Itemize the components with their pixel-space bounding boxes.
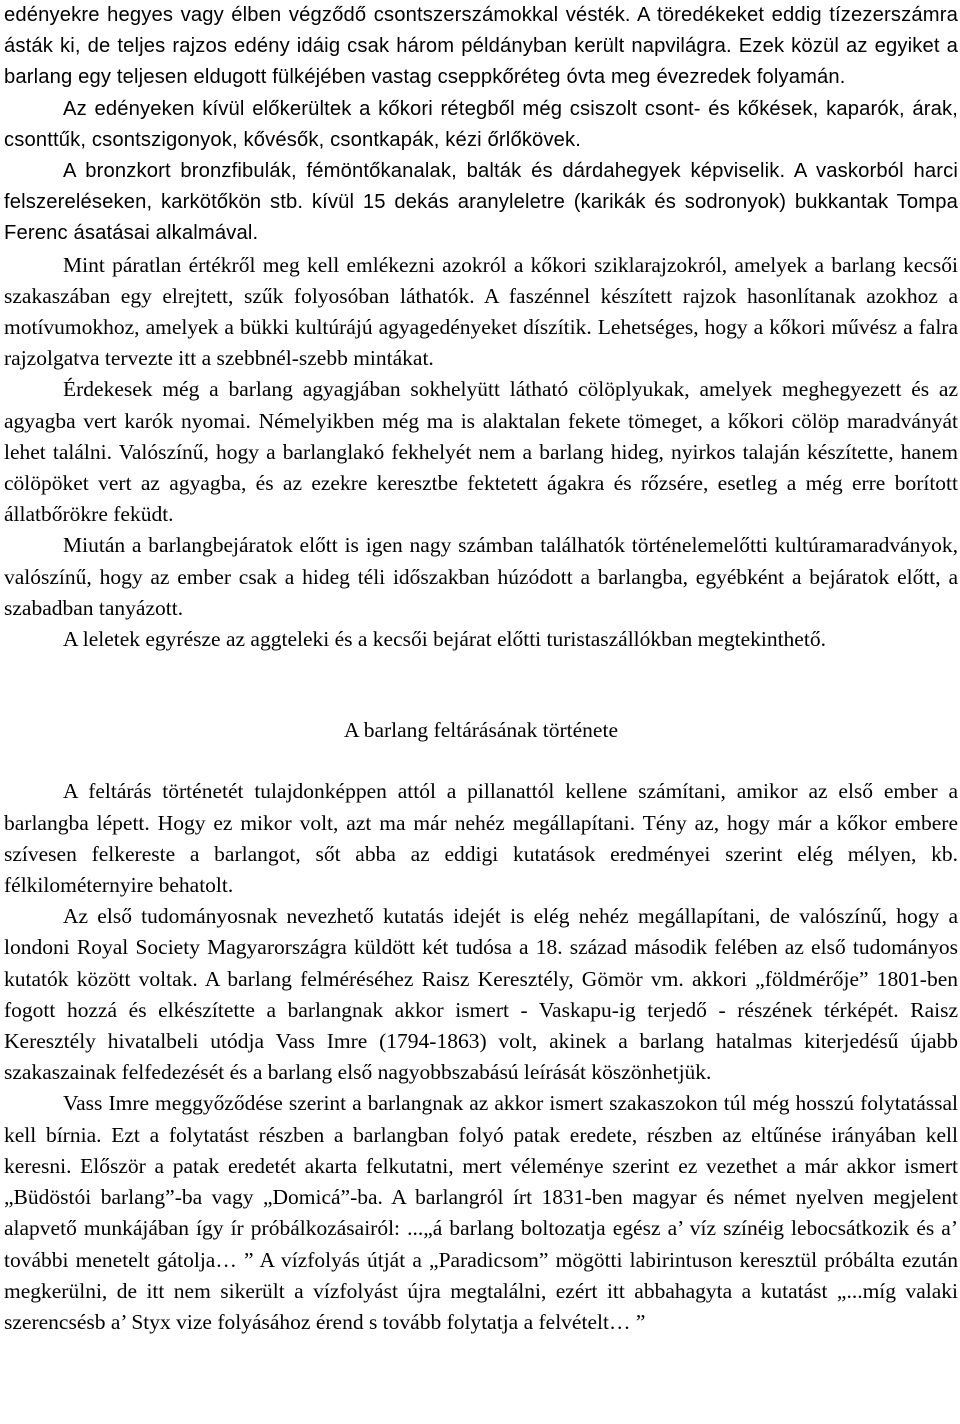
paragraph-9: Vass Imre meggyőződése szerint a barlangnak az akkor ismert szakaszokon túl még hosszú folytatással kell bírnia. Ezt a folytatást részben a barlangban folyó patak eredete, részben az eltűnése irányában kell keresni. Először a patak eredetét akarta felkutatni, mert véleménye szerint ez vezethet a már akkor ismert „Büdöstói barlang”-ba vagy „Domicá”-ba. A barlangról írt 1831-ben magyar és német nyelven megjelent alapvető munkájában így ír próbálkozásairól: ...„á barlang boltozatja egész a’ víz színéig lebocsátkozik és a’ további menetelt gátolja… ” A vízfolyás útját a „Paradicsom” mögötti labirintuson keresztül próbálta ezután megkerülni, de itt nem sikerült a vízfolyást újra megtalálni, ezért itt abbahagyta a kutatást „...míg valaki szerencsésb a’ Styx vize folyásához érend s tovább folytatja a felvételt… ” [4,1091,958,1334]
paragraph-7: A feltárás történetét tulajdonképpen attól a pillanattól kellene számítani, amikor az első ember a barlangba lépett. Hogy ez mikor volt, azt ma már nehéz megállapítani. Tény az, hogy már a kőkor embere szívesen felkereste a barlangot, sőt abba az eddigi kutatások eredményei szerint elég mélyen, kb. félkilométernyire behatolt. [4,779,958,898]
paragraph-4: Érdekesek még a barlang agyagjában sokhelyütt látható cölöplyukak, amelyek meghegyezett és az agyagba vert karók nyomai. Némelyikben még ma is alaktalan fekete tömeget, a kőkori cölöp maradványát lehet találni. Valószínű, hogy a barlanglakó fekhelyét nem a barlang hideg, nyirkos talaján készítette, hanem cölöpöket vert az agyagba, és az ezekre keresztbe fektetett ágakra és rőzsére, esetleg a még erre borított állatbőrökre feküdt. [4,377,958,527]
section-heading: A barlang feltárásának története [344,718,618,743]
paragraph-0: edényekre hegyes vagy élben végződő csontszerszámokkal vésték. A töredékeket eddig tízezerszámra ásták ki, de teljes rajzos edény idáig csak három példányban került napvilágra. Ezek közül az egyiket a barlang egy teljesen eldugott fülkéjében vastag cseppkőréteg óvta meg évezredek folyamán. [4,4,958,89]
paragraph-8: Az első tudományosnak nevezhető kutatás idejét is elég nehéz megállapítani, de valószínű, hogy a londoni Royal Society Magyarországra küldött két tudósa a 18. század második felében az első tudományos kutatók között voltak. A barlang felméréséhez Raisz Keresztély, Gömör vm. akkori „földmérője” 1801-ben fogott hozzá és elkészítette a barlangnak akkor ismert - Vaskapu-ig terjedő - részének térképét. Raisz Keresztély hivatalbeli utódja Vass Imre (1794-1863) volt, akinek a barlang hatalmas kiterjedésű újabb szakaszainak felfedezését és a barlang első nagyobbszabású leírását köszönhetjük. [4,904,958,1085]
paragraph-1: Az edényeken kívül előkerültek a kőkori rétegből még csiszolt csont- és kőkések, kaparók, árak, csonttűk, csontszigonyok, kővésők, csontkapák, kézi őrlőkövek. [4,97,958,151]
paragraph-5: Miután a barlangbejáratok előtt is igen nagy számban találhatók történelemelőtti kultúramaradványok, valószínű, hogy az ember csak a hideg téli időszakban húzódott a barlangba, egyébként a bejáratok előtt, a szabadban tanyázott. [4,533,958,620]
document-page [4,0,958,1338]
spacer [4,655,958,715]
spacer [4,746,958,776]
paragraph-3: Mint páratlan értékről meg kell emlékezni azokról a kőkori sziklarajzokról, amelyek a barlang kecsői szakaszában egy elrejtett, szűk folyosóban láthatók. A faszénnel készített rajzok hasonlítanak azokhoz a motívumokhoz, amelyek a bükki kultúrájú agyagedényeket díszítik. Lehetséges, hogy a kőkori művész a falra rajzolgatva tervezte itt a szebbnél-szebb mintákat. [4,252,958,371]
paragraph-6: A leletek egyrésze az aggteleki és a kecsői bejárat előtti turistaszállókban megtekinthető. [63,627,826,652]
paragraph-2: A bronzkort bronzfibulák, fémöntőkanalak, balták és dárdahegyek képviselik. A vaskorból harci felszereléseken, karkötőkön stb. kívül 15 dekás aranyleletre (karikák és sodronyok) bukkantak Tompa Ferenc ásatásai alkalmával. [4,160,958,245]
